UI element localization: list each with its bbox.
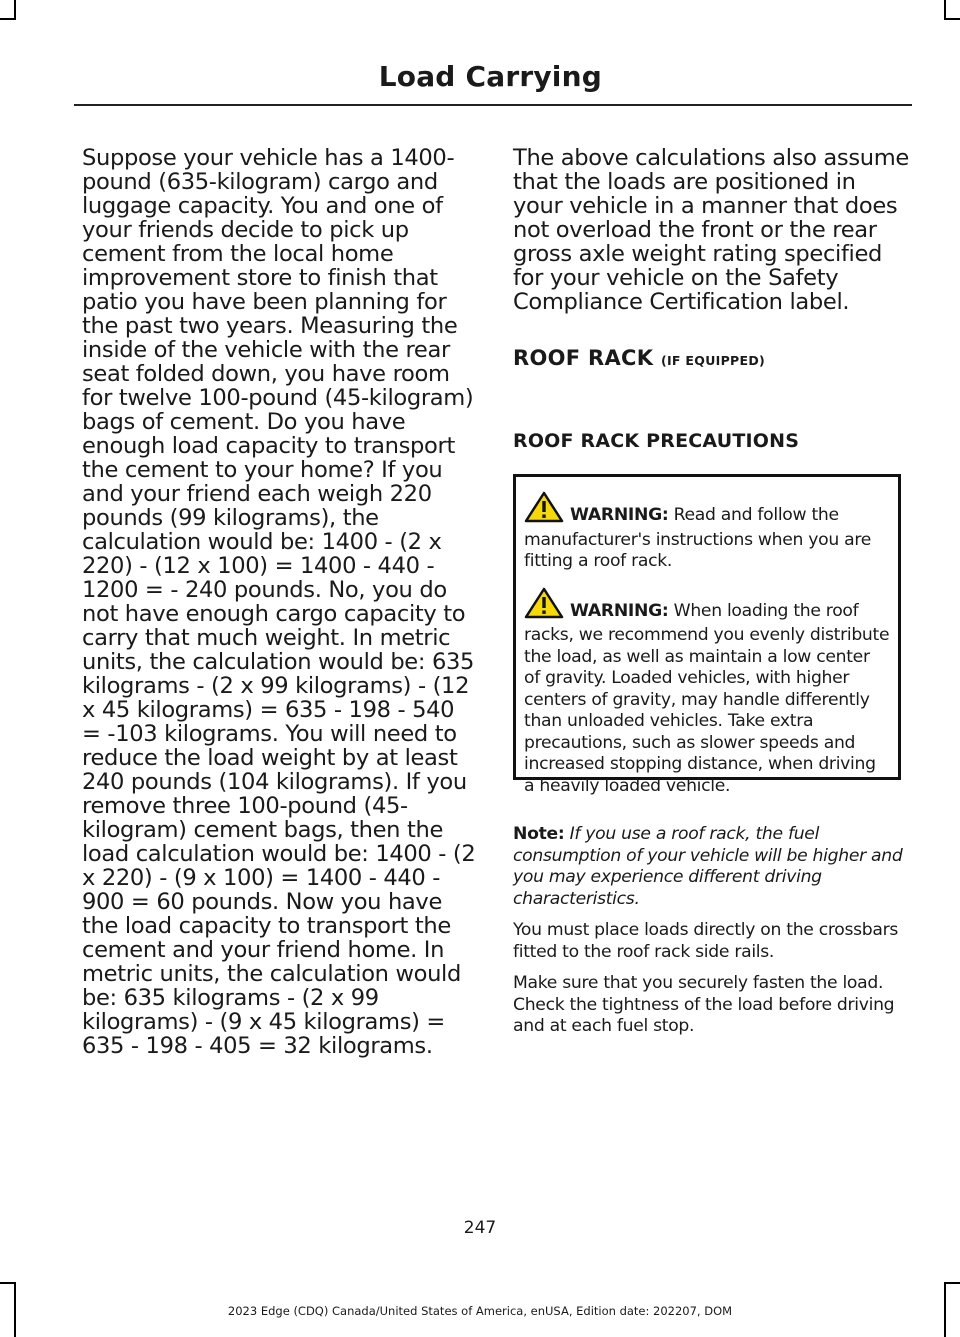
note-block	[513, 824, 909, 1048]
section-heading-text: ROOF RACK	[513, 346, 654, 370]
warning-box	[513, 474, 901, 796]
warning-label: WARNING:	[570, 505, 669, 525]
right-column	[513, 145, 909, 1036]
crop-mark	[944, 1282, 960, 1284]
crop-mark	[0, 1282, 16, 1284]
warning-text: When loading the roof racks, we recommend you evenly distribute the load, as well as maintain a low center of gravity. Loaded vehicles, with higher centers of gravity, may handle differently than unloaded vehicles. Take extra precautions, such as slower speeds and increased stopping distance, when driving a heavily loaded vehicle.	[524, 600, 890, 796]
left-column	[82, 146, 478, 1058]
crop-mark	[0, 18, 16, 20]
note-text: If you use a roof rack, the fuel consumption of your vehicle will be higher and you may experience different driving characteristics.	[513, 824, 903, 909]
note-label: Note:	[513, 824, 565, 844]
warning-label: WARNING:	[570, 600, 669, 621]
load-calculation-paragraph: Suppose your vehicle has a 1400-pound (635-kilogram) cargo and luggage capacity. You and one of your friends decide to pick up cement from the local home improvement store to finish that patio you have been planning for the past two years. Measuring the inside of the vehicle with the rear seat folded down, you have room for twelve 100-pound (45-kilogram) bags of cement. Do you have enough load capacity to transport the cement to your home? If you and your friend each weigh 220 pounds (99 kilograms), the calculation would be: 1400 - (2 x 220) - (12 x 100) = 1400 - 440 - 1200 = - 240 pounds. No, you do not have enough cargo capacity to carry that much weight. In metric units, the calculation would be: 635 kilograms - (2 x 99 kilograms) - (12 x 45 kilograms) = 635 - 198 - 540 = -103 kilograms. You will need to reduce the load weight by at least 240 pounds (104 kilograms). If you remove three 100-pound (45-kilogram) cement bags, then the load calculation would be: 1400 - (2 x 220) - (9 x 100) = 1400 - 440 - 900 = 60 pounds. Now you have the load capacity to transport the cement and your friend home. In metric units, the calculation would be: 635 kilograms - (2 x 99 kilograms) - (9 x 45 kilograms) = 635 - 198 - 405 = 32 kilograms.	[82, 145, 476, 1059]
crop-mark	[944, 18, 960, 20]
warning-item	[524, 587, 890, 798]
crop-mark	[944, 0, 946, 20]
section-heading-suffix: (IF EQUIPPED)	[660, 353, 766, 368]
warning-text: Read and follow the manufacturer's instructions when you are fitting a roof rack.	[524, 505, 872, 571]
warning-triangle-icon	[524, 587, 564, 626]
intro-paragraph: The above calculations also assume that the loads are positioned in your vehicle in a manner that does not overload the front or the rear gross axle weight rating specified for your vehicle on the Safety Compliance Certification label.	[513, 145, 909, 315]
note	[513, 824, 909, 910]
page-number: 247	[463, 1218, 497, 1238]
crossbar-paragraph: You must place loads directly on the crossbars fitted to the roof rack side rails.	[513, 920, 899, 962]
warning-triangle-icon	[524, 491, 564, 530]
header-divider	[74, 104, 912, 106]
section-heading	[513, 346, 765, 370]
subheading: ROOF RACK PRECAUTIONS	[513, 430, 800, 452]
page-title: Load Carrying	[378, 60, 602, 93]
fasten-load-paragraph: Make sure that you securely fasten the load. Check the tightness of the load before driving and at each fuel stop.	[513, 973, 895, 1036]
warning-item	[524, 491, 890, 573]
footer-text: 2023 Edge (CDQ) Canada/United States of America, enUSA, Edition date: 202207, DOM	[227, 1304, 733, 1318]
crop-mark	[14, 0, 16, 20]
